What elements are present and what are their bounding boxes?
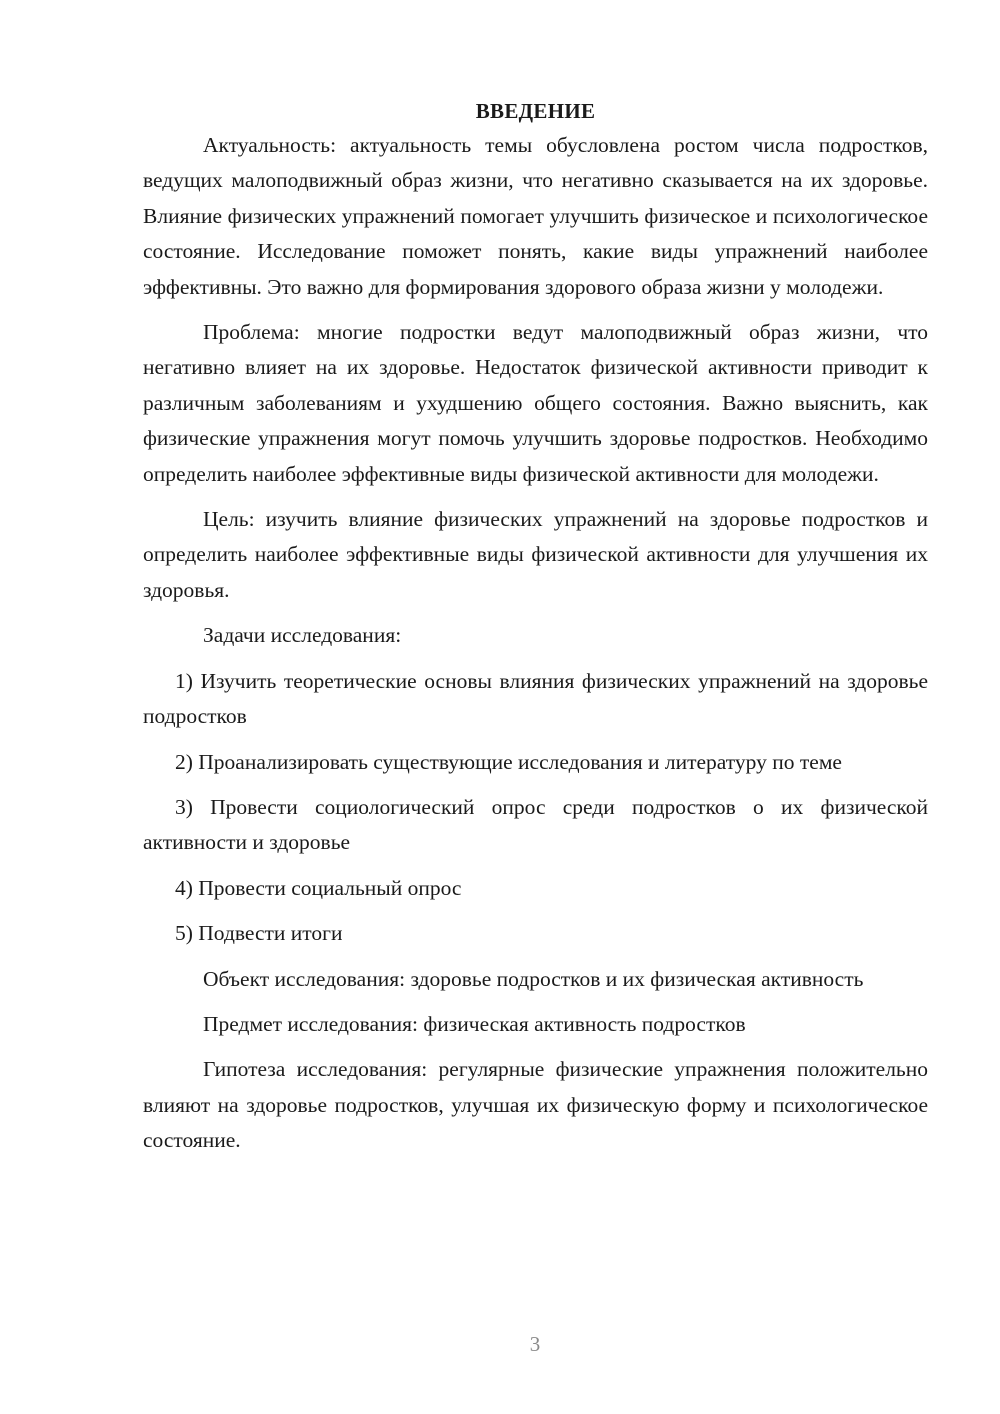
tasks-title: Задачи исследования: xyxy=(203,623,402,648)
subject-paragraph: Предмет исследования: физическая активность подростков xyxy=(203,1011,746,1036)
document-page xyxy=(143,96,928,1169)
document-heading: ВВЕДЕНИЕ xyxy=(475,99,596,123)
hypothesis-paragraph: Гипотеза исследования: регулярные физические упражнения положительно влияют на здоровье подростков, улучшая их физическую форму и психологическое состояние. xyxy=(143,1057,928,1153)
list-item: 5) Подвести итоги xyxy=(175,921,343,946)
list-item: 1) Изучить теоретические основы влияния физических упражнений на здоровье подростков xyxy=(143,668,928,729)
problem-paragraph: Проблема: многие подростки ведут малоподвижный образ жизни, что негативно влияет на их здоровье. Недостаток физической активности приводит к различным заболеваниям и ухудшению общего состояния. Важно выяснить, как физические упражнения могут помочь улучшить здоровье подростков. Необходимо определить наиболее эффективные виды физической активности для молодежи. xyxy=(143,320,928,486)
tasks-list xyxy=(143,664,928,952)
list-item: 4) Провести социальный опрос xyxy=(175,875,462,900)
goal-paragraph: Цель: изучить влияние физических упражнений на здоровье подростков и определить наиболее эффективные виды физической активности для улучшения их здоровья. xyxy=(143,507,928,602)
page-number: 3 xyxy=(529,1332,541,1356)
list-item: 3) Провести социологический опрос среди подростков о их физической активности и здоровье xyxy=(143,794,928,855)
relevance-paragraph: Актуальность: актуальность темы обусловлена ростом числа подростков, ведущих малоподвижный образ жизни, что негативно сказывается на их здоровье. Влияние физических упражнений помогает улучшить физическое и психологическое состояние. Исследование поможет понять, какие виды упражнений наиболее эффективны. Это важно для формирования здорового образа жизни у молодежи. xyxy=(143,133,928,299)
list-item: 2) Проанализировать существующие исследования и литературу по теме xyxy=(175,749,842,774)
object-paragraph: Объект исследования: здоровье подростков и их физическая активность xyxy=(203,966,864,991)
